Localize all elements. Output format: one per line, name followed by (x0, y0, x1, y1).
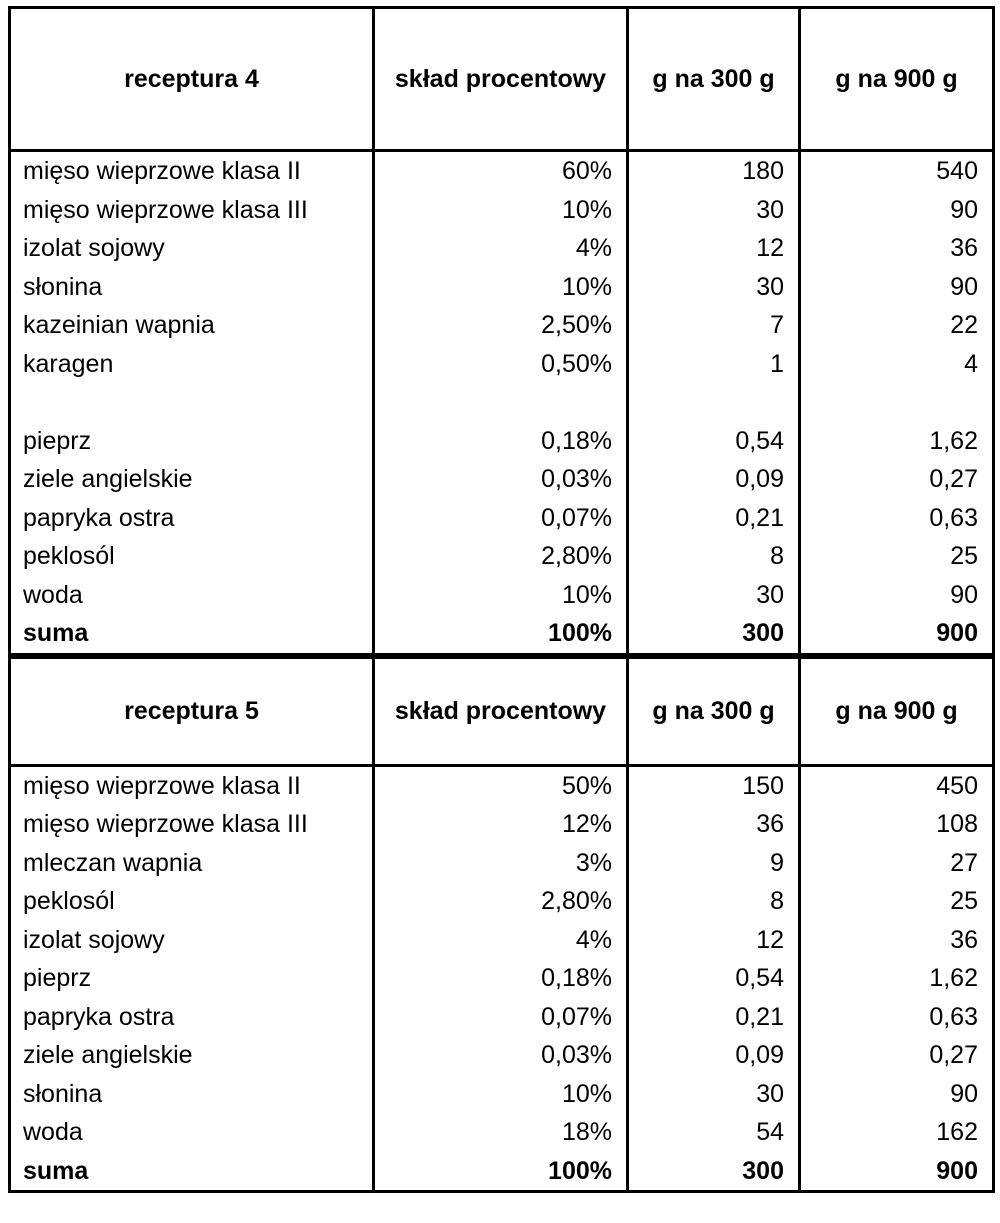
header-per-300: g na 300 g (628, 657, 800, 765)
cell-per-300: 0,54 (735, 964, 784, 992)
cell-ingredient: mięso wieprzowe klasa III (23, 195, 308, 224)
cell-per-900: 0,27 (929, 1041, 978, 1069)
cell-per-900: 0,27 (929, 465, 978, 493)
cell-ingredient: mięso wieprzowe klasa II (23, 771, 301, 800)
cell-per-300: 36 (756, 810, 784, 838)
cell-percent: 0,07% (541, 503, 612, 532)
cell-per-300: 54 (756, 1118, 784, 1146)
cell-total-percent: 100% (548, 1156, 612, 1185)
cell-per-900: 450 (936, 771, 978, 800)
cell-ingredient: izolat sojowy (23, 234, 165, 262)
cell-percent: 10% (561, 195, 612, 224)
column-percent (374, 151, 628, 655)
cell-percent: 0,03% (541, 1041, 612, 1069)
cell-per-300: 30 (756, 1079, 784, 1108)
cell-percent: 12% (561, 810, 612, 838)
cell-per-900: 27 (950, 848, 978, 877)
cell-per-300: 30 (756, 272, 784, 301)
column-per-900 (800, 765, 994, 1192)
cell-ingredient: mleczan wapnia (23, 848, 203, 877)
cell-per-300: 7 (770, 311, 784, 339)
cell-percent: 3% (575, 848, 612, 877)
cell-ingredient: papryka ostra (23, 1002, 175, 1031)
cell-per-900: 90 (950, 580, 978, 609)
header-recipe-name: receptura 4 (10, 8, 374, 151)
cell-per-300: 180 (742, 157, 784, 185)
cell-percent-blank (375, 383, 626, 422)
cell-ingredient: pieprz (23, 964, 92, 992)
column-per-300 (628, 765, 800, 1192)
table-header-row (10, 8, 994, 151)
cell-per-300-blank (629, 383, 798, 422)
table-body-row (10, 765, 994, 1192)
column-per-300 (628, 151, 800, 655)
cell-per-900: 108 (936, 810, 978, 838)
column-ingredient-names (10, 765, 374, 1192)
cell-per-900: 90 (950, 1079, 978, 1108)
cell-percent: 0,03% (541, 465, 612, 493)
cell-ingredient: peklosól (23, 542, 115, 570)
cell-per-900-blank (801, 383, 992, 422)
recipe-table-4 (8, 6, 995, 656)
cell-total-per-300: 300 (742, 1156, 784, 1185)
cell-per-300: 30 (756, 580, 784, 609)
cell-per-300: 0,09 (735, 465, 784, 493)
cell-per-300: 12 (756, 925, 784, 954)
cell-per-900: 162 (936, 1118, 978, 1146)
cell-percent: 0,18% (541, 426, 612, 455)
cell-ingredient: karagen (23, 349, 114, 378)
cell-percent: 0,07% (541, 1002, 612, 1031)
cell-percent: 0,18% (541, 964, 612, 992)
table-body-row (10, 151, 994, 655)
cell-per-900: 0,63 (929, 503, 978, 532)
cell-percent: 2,80% (541, 887, 612, 915)
column-per-900 (800, 151, 994, 655)
cell-total-per-900: 900 (936, 619, 978, 647)
cell-ingredient: mięso wieprzowe klasa III (23, 810, 308, 838)
cell-per-900: 36 (950, 234, 978, 262)
cell-ingredient: papryka ostra (23, 503, 175, 532)
cell-per-900: 4 (964, 349, 978, 378)
cell-per-300: 1 (770, 349, 784, 378)
cell-per-900: 90 (950, 272, 978, 301)
cell-total-percent: 100% (548, 619, 612, 647)
cell-per-900: 22 (950, 311, 978, 339)
header-percent: skład procentowy (374, 657, 628, 765)
cell-ingredient: peklosól (23, 887, 115, 915)
header-per-900: g na 900 g (800, 8, 994, 151)
cell-total-per-300: 300 (742, 619, 784, 647)
cell-per-300: 0,21 (735, 503, 784, 532)
cell-ingredient: izolat sojowy (23, 925, 165, 954)
cell-per-300: 8 (770, 542, 784, 570)
cell-per-900: 1,62 (929, 426, 978, 455)
cell-percent: 0,50% (541, 349, 612, 378)
cell-per-900: 1,62 (929, 964, 978, 992)
cell-ingredient: kazeinian wapnia (23, 311, 215, 339)
column-percent (374, 765, 628, 1192)
cell-ingredient-blank (11, 383, 372, 422)
cell-ingredient: słonina (23, 1079, 103, 1108)
cell-per-300: 8 (770, 887, 784, 915)
cell-percent: 18% (561, 1118, 612, 1146)
cell-per-900: 36 (950, 925, 978, 954)
cell-per-300: 150 (742, 771, 784, 800)
cell-total-label: suma (23, 1156, 89, 1185)
header-per-300: g na 300 g (628, 8, 800, 151)
cell-percent: 10% (561, 272, 612, 301)
cell-percent: 2,50% (541, 311, 612, 339)
cell-percent: 2,80% (541, 542, 612, 570)
cell-per-300: 0,54 (735, 426, 784, 455)
cell-ingredient: mięso wieprzowe klasa II (23, 157, 301, 185)
cell-ingredient: woda (23, 1118, 83, 1146)
cell-per-300: 30 (756, 195, 784, 224)
cell-per-900: 25 (950, 887, 978, 915)
cell-per-900: 0,63 (929, 1002, 978, 1031)
cell-ingredient: pieprz (23, 426, 92, 455)
column-ingredient-names (10, 151, 374, 655)
cell-percent: 4% (575, 234, 612, 262)
cell-per-300: 12 (756, 234, 784, 262)
cell-total-per-900: 900 (936, 1156, 978, 1185)
cell-ingredient: słonina (23, 272, 103, 301)
cell-percent: 10% (561, 580, 612, 609)
cell-per-300: 9 (770, 848, 784, 877)
cell-per-900: 25 (950, 542, 978, 570)
cell-total-label: suma (23, 619, 89, 647)
cell-per-300: 0,09 (735, 1041, 784, 1069)
cell-per-300: 0,21 (735, 1002, 784, 1031)
cell-percent: 4% (575, 925, 612, 954)
cell-per-900: 90 (950, 195, 978, 224)
cell-ingredient: woda (23, 580, 83, 609)
table-header-row (10, 657, 994, 765)
cell-percent: 10% (561, 1079, 612, 1108)
recipe-table-5 (8, 656, 995, 1194)
cell-percent: 50% (561, 771, 612, 800)
cell-per-900: 540 (936, 157, 978, 185)
cell-ingredient: ziele angielskie (23, 465, 193, 493)
header-per-900: g na 900 g (800, 657, 994, 765)
cell-percent: 60% (561, 157, 612, 185)
cell-ingredient: ziele angielskie (23, 1041, 193, 1069)
header-percent: skład procentowy (374, 8, 628, 151)
header-recipe-name: receptura 5 (10, 657, 374, 765)
